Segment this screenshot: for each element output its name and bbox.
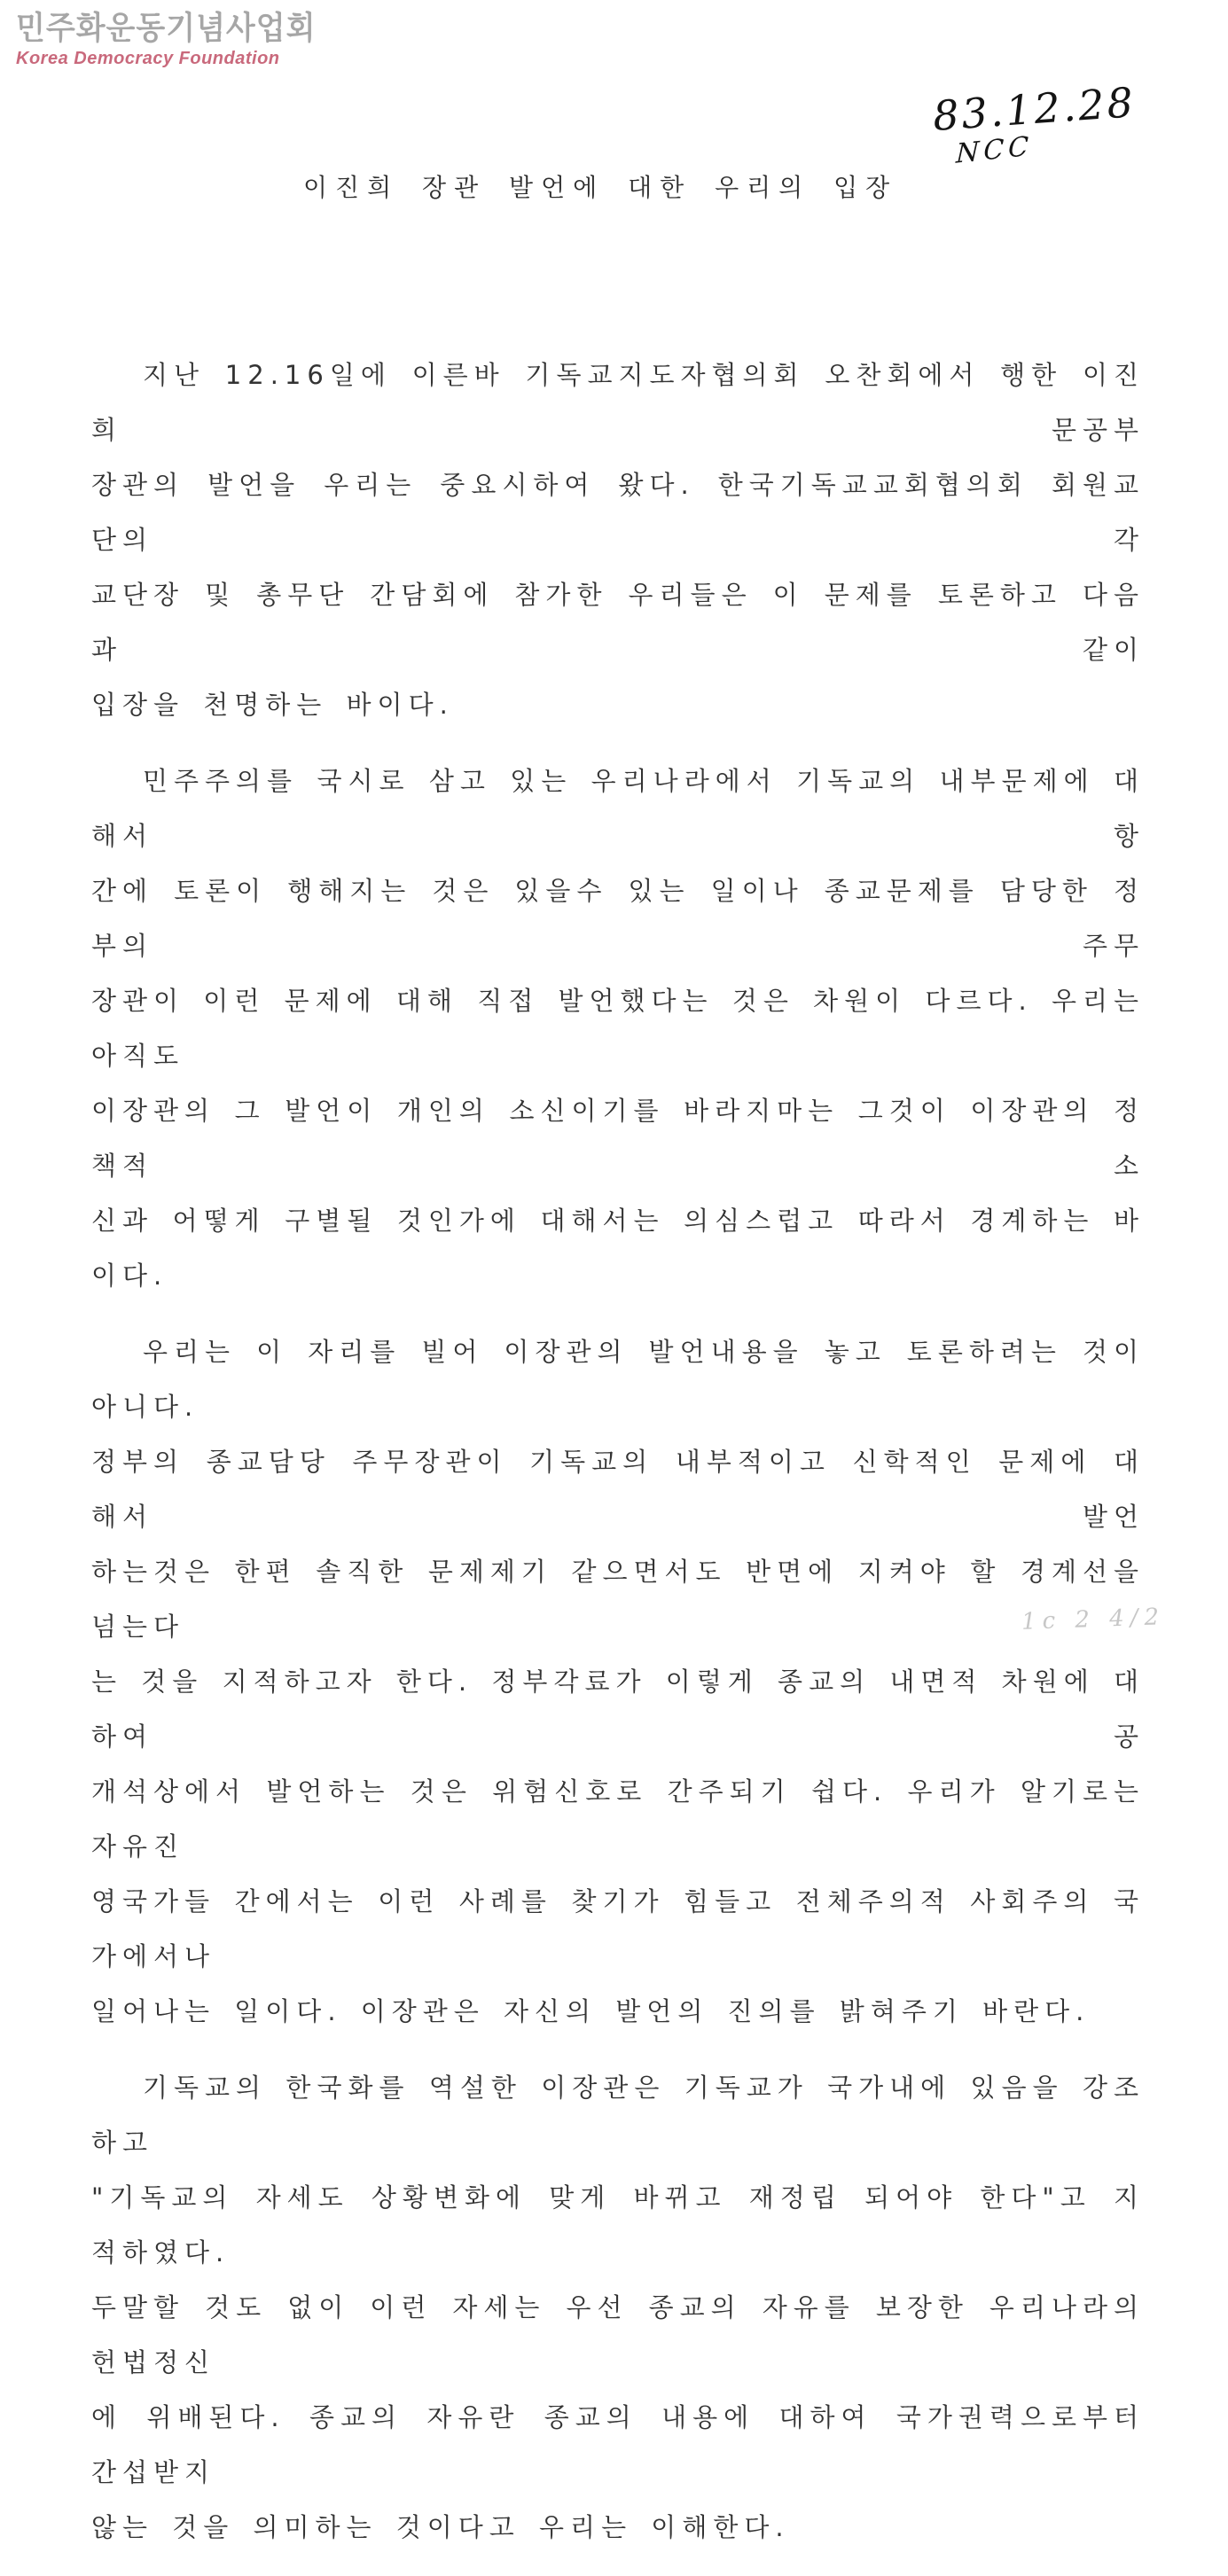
archival-pencil-mark: 1c 2 4/2 [1021, 1604, 1166, 1635]
body-line: 하는것은 한편 솔직한 문제제기 같으면서도 반면에 지켜야 할 경계선을 넘는다 [91, 1557, 1145, 1642]
paragraph [91, 347, 1145, 732]
foundation-logo [16, 9, 317, 69]
handwritten-date: 83.12.28 [931, 78, 1138, 140]
body-line: 장관의 발언을 우리는 중요시하여 왔다. 한국기독교교회협의회 회원교단의 각 [91, 470, 1145, 555]
body-line: 우리는 이 자리를 빌어 이장관의 발언내용을 놓고 토론하려는 것이 아니다. [91, 1337, 1145, 1422]
body-line: 기독교의 한국화를 역설한 이장관은 기독교가 국가내에 있음을 강조하고 [91, 2073, 1145, 2158]
body-line: 신과 어떻게 구별될 것인가에 대해서는 의심스럽고 따라서 경계하는 바이다. [91, 1206, 1145, 1291]
body-line: 교단장 및 총무단 간담회에 참가한 우리들은 이 문제를 토론하고 다음과 같이 [91, 580, 1145, 665]
body-line: 에 위배된다. 종교의 자유란 종교의 내용에 대하여 국가권력으로부터 간섭받지 [91, 2402, 1145, 2487]
paragraph [91, 1324, 1145, 2039]
body-line: 간에 토론이 행해지는 것은 있을수 있는 일이나 종교문제를 담당한 정부의 주무 [91, 876, 1145, 961]
body-line: 이장관의 그 발언이 개인의 소신이기를 바라지마는 그것이 이장관의 정책적 소 [91, 1096, 1145, 1181]
handwritten-ncc-note: NCC [955, 130, 1034, 170]
foundation-logo-korean: 민주화운동기념사업회 [16, 9, 317, 47]
foundation-logo-english: Korea Democracy Foundation [16, 49, 280, 69]
body-line: 두말할 것도 없이 이런 자세는 우선 종교의 자유를 보장한 우리나라의 헌법정신 [91, 2292, 1145, 2377]
document-body [91, 347, 1145, 2576]
body-line: 정부의 종교담당 주무장관이 기독교의 내부적이고 신학적인 문제에 대해서 발언 [91, 1447, 1145, 1532]
body-line: 영국가들 간에서는 이런 사례를 찾기가 힘들고 전체주의적 사회주의 국가에서나 [91, 1886, 1145, 1971]
document-title: 이진희 장관 발언에 대한 우리의 입장 [303, 173, 898, 202]
body-line: "기독교의 자세도 상황변화에 맞게 바뀌고 재정립 되어야 한다"고 지적하였다. [91, 2182, 1145, 2268]
body-line: 지난 12.16일에 이른바 기독교지도자협의회 오찬회에서 행한 이진희 문공부 [91, 360, 1145, 445]
body-line: 않는 것을 의미하는 것이다고 우리는 이해한다. [91, 2512, 790, 2542]
body-line: 개석상에서 발언하는 것은 위험신호로 간주되기 쉽다. 우리가 알기로는 자유진 [91, 1776, 1145, 1862]
body-line: 는 것을 지적하고자 한다. 정부각료가 이렇게 종교의 내면적 차원에 대하여 공 [91, 1667, 1145, 1752]
body-line: 입장을 천명하는 바이다. [91, 690, 454, 720]
body-line: 민주주의를 국시로 삼고 있는 우리나라에서 기독교의 내부문제에 대해서 항 [91, 766, 1145, 851]
body-line: 일어나는 일이다. 이장관은 자신의 발언의 진의를 밝혀주기 바란다. [91, 1996, 1091, 2026]
paragraph [91, 753, 1145, 1303]
paragraph [91, 2060, 1145, 2555]
body-line: 장관이 이런 문제에 대해 직접 발언했다는 것은 차원이 다르다. 우리는 아직도 [91, 986, 1145, 1071]
